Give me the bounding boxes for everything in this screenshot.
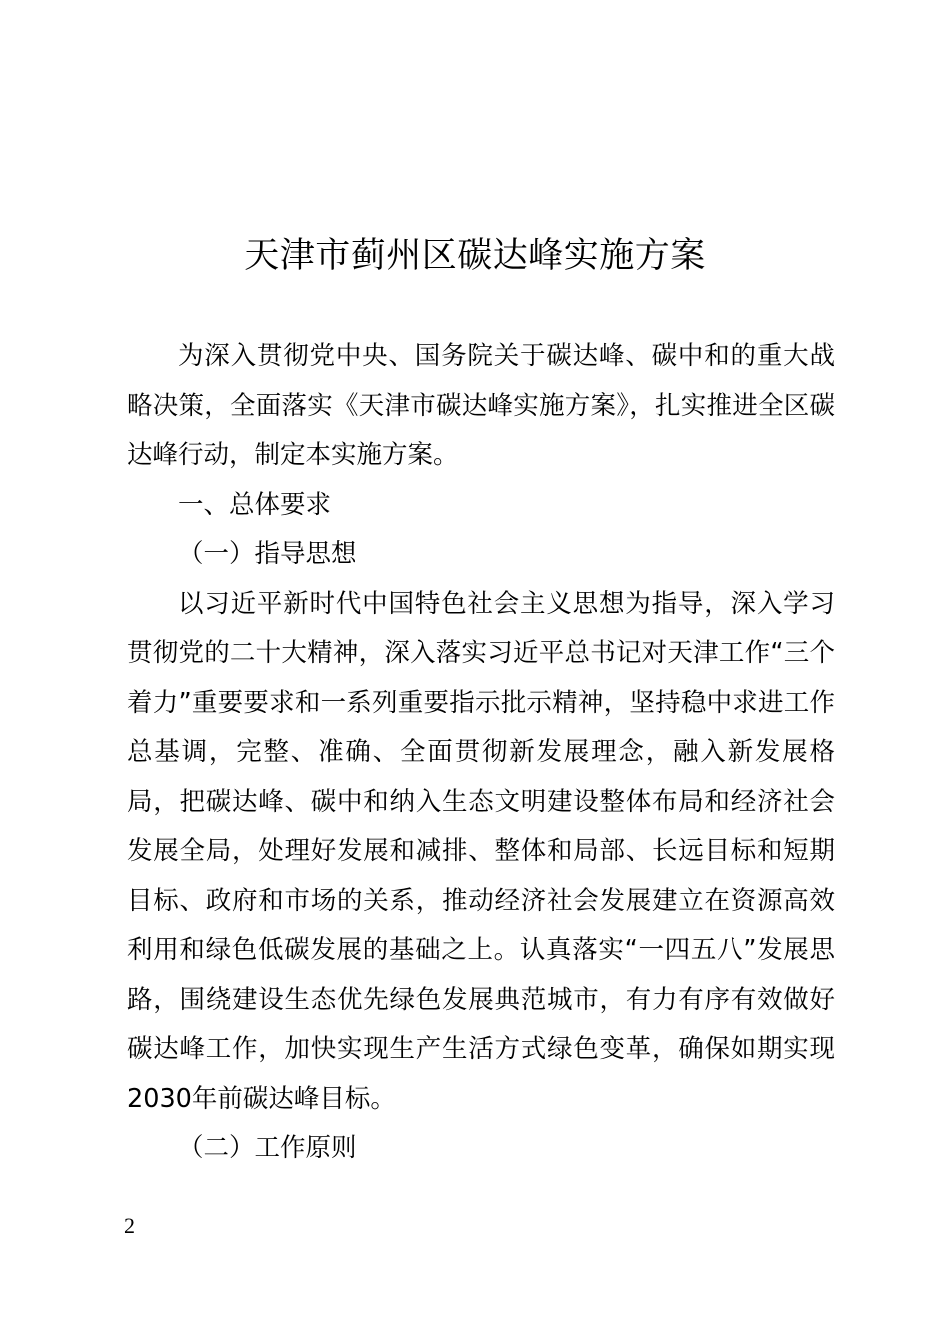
subsection-heading-working-principles: （二）工作原则 — [178, 1133, 357, 1163]
document-body — [127, 332, 835, 1174]
section-heading-general-requirements: 一、总体要求 — [178, 489, 332, 520]
guiding-ideology-paragraph: 以习近平新时代中国特色社会主义思想为指导，深入学习贯彻党的二十大精神，深入落实习近平总书记对天津工作“三个着力”重要要求和一系列重要指示批示精神，坚持稳中求进工作总基调，完整、准确、全面贯彻新发展理念，融入新发展格局，把碳达峰、碳中和纳入生态文明建设整体布局和经济社会发展全局，处理好发展和减排、整体和局部、长远目标和短期目标、政府和市场的关系，推动经济社会发展建立在资源高效利用和绿色低碳发展的基础之上。认真落实“一四五八”发展思路，围绕建设生态优先绿色发展典范城市，有力有序有效做好碳达峰工作，加快实现生产生活方式绿色变革，确保如期实现2030年前碳达峰目标。 — [127, 588, 835, 1114]
subsection-heading-guiding-ideology: （一）指导思想 — [178, 539, 357, 569]
intro-paragraph: 为深入贯彻党中央、国务院关于碳达峰、碳中和的重大战略决策，全面落实《天津市碳达峰实施方案》，扎实推进全区碳达峰行动，制定本实施方案。 — [127, 341, 835, 470]
document-title: 天津市蓟州区碳达峰实施方案 — [244, 236, 706, 276]
page-number: 2 — [124, 1213, 135, 1238]
